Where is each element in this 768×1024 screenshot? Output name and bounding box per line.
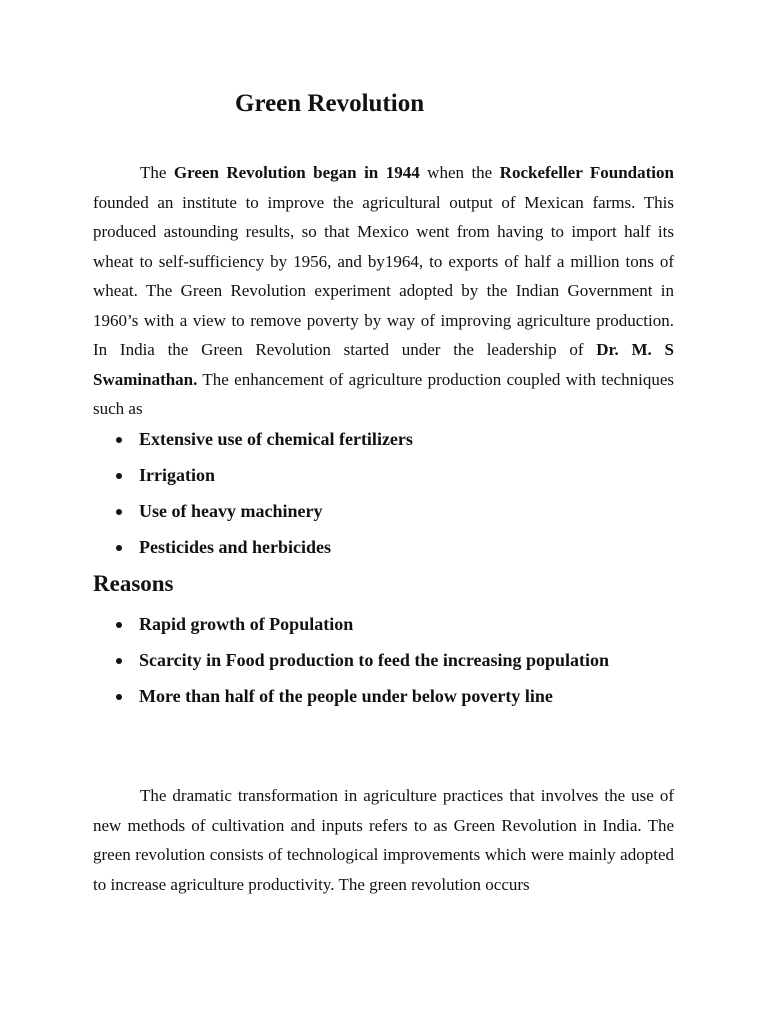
page-title: Green Revolution xyxy=(235,90,425,117)
intro-bold-swaminathan: Dr. M. S Swaminathan. xyxy=(93,340,674,389)
intro-text-3: founded an institute to improve the agricultural output of Mexican farms. This produced astounding results, so that Mexico went from having to import half its wheat to self-sufficiency by 1956, and by1964, to exports of half a million tons of wheat. The Green Revolution experiment adopted by the Indian Government in 1960’s with a view to remove poverty by way of improving agriculture production. In India the Green Revolution started under the leadership of xyxy=(93,192,674,359)
list-item xyxy=(93,495,674,528)
intro-text-4: The enhancement of agriculture production coupled with techniques such as xyxy=(93,369,674,418)
list-item-text: Rapid growth of Population xyxy=(139,614,354,634)
list-item xyxy=(93,608,674,641)
list-item-text: Scarcity in Food production to feed the increasing population xyxy=(139,650,610,670)
list-item xyxy=(93,459,674,492)
list-item xyxy=(93,644,674,677)
bullet-icon xyxy=(116,658,122,664)
closing-paragraph: The dramatic transformation in agriculture practices that involves the use of new methods of cultivation and inputs refers to as Green Revolution in India. The green revolution consists of technological improvements which were mainly adopted to increase agriculture productivity. The green revolution occurs xyxy=(93,786,674,894)
list-item-text: Irrigation xyxy=(139,465,215,485)
intro-bold-rockefeller: Rockefeller Foundation xyxy=(499,163,674,182)
intro-text-1: The xyxy=(140,163,174,182)
intro-text-2: when the xyxy=(419,163,500,182)
techniques-list xyxy=(93,423,674,567)
list-item-text: Use of heavy machinery xyxy=(139,501,323,521)
intro-paragraph xyxy=(93,158,674,424)
reasons-heading: Reasons xyxy=(93,571,174,596)
bullet-icon xyxy=(116,622,122,628)
list-item xyxy=(93,423,674,456)
reasons-list xyxy=(93,608,674,716)
bullet-icon xyxy=(116,509,122,515)
list-item xyxy=(93,531,674,564)
bullet-icon xyxy=(116,545,122,551)
list-item-text: Pesticides and herbicides xyxy=(139,537,331,557)
bullet-icon xyxy=(116,473,122,479)
intro-bold-green-revolution: Green Revolution began in 1944 xyxy=(173,163,420,182)
list-item-text: More than half of the people under below poverty line xyxy=(139,686,553,706)
bullet-icon xyxy=(116,437,122,443)
list-item xyxy=(93,680,674,713)
bullet-icon xyxy=(116,694,122,700)
list-item-text: Extensive use of chemical fertilizers xyxy=(139,429,413,449)
